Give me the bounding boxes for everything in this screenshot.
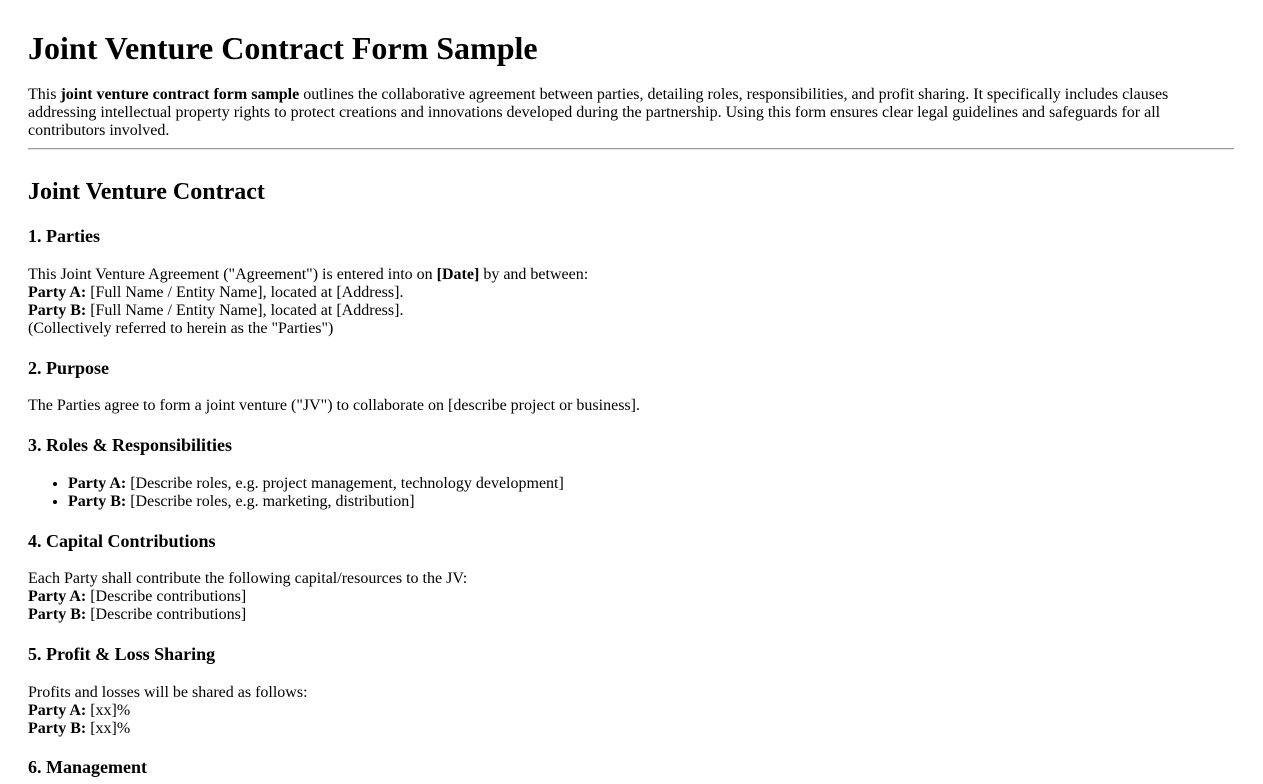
party-b-line: [28, 302, 588, 320]
section-capital-heading: 4. Capital Contributions: [28, 531, 216, 551]
profit-party-a-line: [28, 702, 308, 720]
capital-intro: Each Party shall contribute the following capital/resources to the JV:: [28, 570, 468, 587]
party-b-text: [Full Name / Entity Name], located at [Address].: [86, 302, 404, 319]
capital-party-a-label: Party A:: [28, 588, 87, 605]
contract-heading: Joint Venture Contract: [28, 179, 265, 205]
profit-party-a-text: [xx]%: [86, 702, 131, 719]
list-item: [68, 493, 564, 511]
section-capital-body: [28, 570, 467, 624]
capital-party-b-text: [Describe contributions]: [86, 606, 247, 623]
section-purpose-body: [28, 397, 640, 415]
intro-bold: joint venture contract form sample: [60, 86, 300, 103]
profit-party-b-label: Party B:: [28, 720, 87, 737]
section-profit-heading: 5. Profit & Loss Sharing: [28, 644, 216, 664]
profit-party-a-label: Party A:: [28, 702, 87, 719]
section-management-heading: 6. Management: [28, 757, 147, 777]
parties-closing: (Collectively referred to herein as the "Parties"): [28, 320, 334, 337]
capital-party-a-text: [Describe contributions]: [86, 588, 247, 605]
section-parties-heading: 1. Parties: [28, 226, 100, 246]
section-purpose-heading: 2. Purpose: [28, 358, 109, 378]
roles-list: [28, 475, 564, 511]
role-party-a-text: [Describe roles, e.g. project management, technology development]: [126, 475, 564, 492]
divider: [28, 148, 1234, 150]
list-item: [68, 475, 564, 493]
section-parties-body: [28, 266, 588, 338]
capital-party-a-line: [28, 588, 467, 606]
role-party-b-label: Party B:: [68, 493, 127, 510]
party-b-label: Party B:: [28, 302, 87, 319]
intro-paragraph: [28, 86, 1178, 140]
parties-intro-line: [28, 266, 588, 284]
intro-pre: This: [28, 86, 61, 103]
parties-date-placeholder: [Date]: [436, 266, 480, 283]
profit-party-b-line: [28, 720, 308, 738]
party-a-line: [28, 284, 588, 302]
role-party-a-label: Party A:: [68, 475, 127, 492]
parties-intro-post: by and between:: [479, 266, 589, 283]
intro-post: outlines the collaborative agreement between parties, detailing roles, responsibilities, and profit sharing. It specifically includes clauses addressing intellectual property rights to protect creations and innovations developed during the partnership. Using this form ensures clear legal guidelines and safeguards for all contributors involved.: [28, 86, 1169, 139]
section-roles-heading: 3. Roles & Responsibilities: [28, 435, 233, 455]
profit-party-b-text: [xx]%: [86, 720, 131, 737]
section-profit-body: [28, 684, 308, 738]
party-a-text: [Full Name / Entity Name], located at [Address].: [86, 284, 404, 301]
capital-party-b-label: Party B:: [28, 606, 87, 623]
profit-intro: Profits and losses will be shared as follows:: [28, 684, 308, 701]
purpose-text: The Parties agree to form a joint venture ("JV") to collaborate on [describe project or business].: [28, 397, 640, 414]
role-party-b-text: [Describe roles, e.g. marketing, distribution]: [126, 493, 415, 510]
party-a-label: Party A:: [28, 284, 87, 301]
page-title: Joint Venture Contract Form Sample: [28, 30, 538, 66]
parties-intro-pre: This Joint Venture Agreement ("Agreement") is entered into on: [28, 266, 437, 283]
capital-party-b-line: [28, 606, 467, 624]
